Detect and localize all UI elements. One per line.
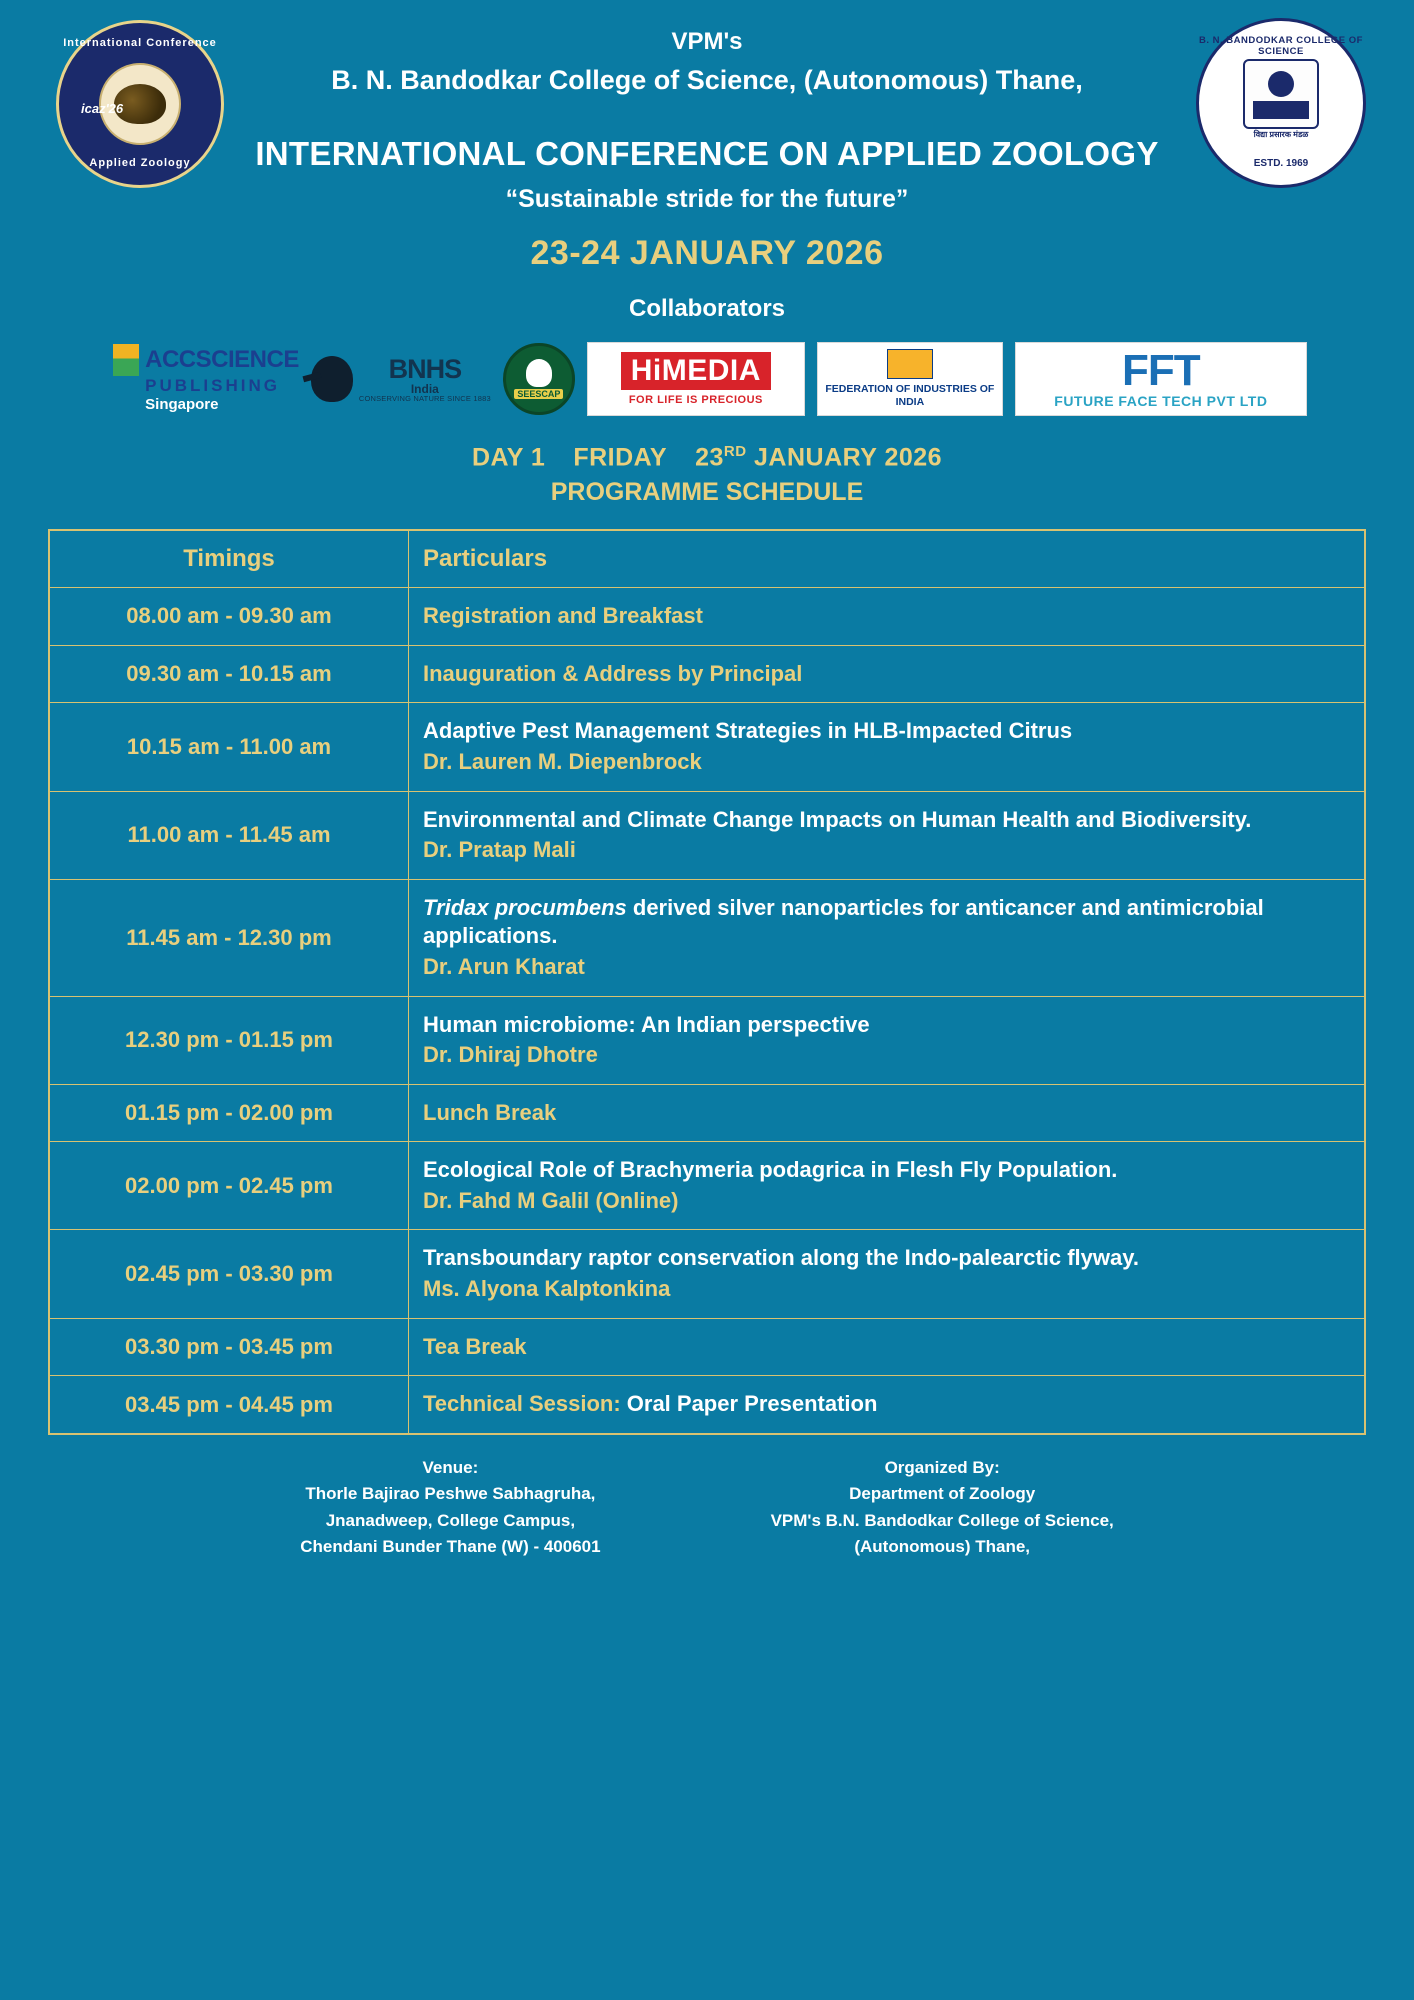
venue-line-1: Thorle Bajirao Peshwe Sabhagruha, xyxy=(305,1484,596,1504)
himedia-wordmark: HiMEDIA xyxy=(621,352,771,390)
table-row xyxy=(49,996,1365,1084)
organizer-line-1: Department of Zoology xyxy=(849,1484,1036,1504)
table-row xyxy=(49,1318,1365,1376)
row-title: Human microbiome: An Indian perspective xyxy=(423,1011,870,1037)
organizer-label: Organized By: xyxy=(884,1457,1000,1477)
row-speaker: Ms. Alyona Kalptonkina xyxy=(423,1276,671,1302)
collaborator-logo-accscience xyxy=(107,344,299,413)
row-speaker: Dr. Lauren M. Diepenbrock xyxy=(423,748,702,774)
day-header xyxy=(0,443,1414,472)
row-speaker: Dr. Pratap Mali xyxy=(423,837,576,863)
college-seal-devanagari: विद्या प्रसारक मंडळ xyxy=(1253,130,1309,139)
collaborator-logo-himedia xyxy=(587,342,805,416)
row-speaker: Dr. Arun Kharat xyxy=(423,953,585,979)
column-header-timings: Timings xyxy=(49,530,409,588)
date-ordinal-suffix: RD xyxy=(723,442,747,460)
collaborator-logo-bnhs xyxy=(311,353,491,403)
venue-line-3: Chendani Bunder Thane (W) - 400601 xyxy=(300,1536,601,1556)
row-title-italic: Tridax procumbens xyxy=(423,894,627,920)
row-time: 01.15 pm - 02.00 pm xyxy=(125,1099,333,1125)
organizer-block xyxy=(771,1455,1114,1560)
row-speaker: Dr. Fahd M Galil (Online) xyxy=(423,1187,679,1213)
venue-line-2: Jnanadweep, College Campus, xyxy=(325,1510,576,1530)
row-speaker: Dr. Dhiraj Dhotre xyxy=(423,1042,598,1068)
row-time: 02.45 pm - 03.30 pm xyxy=(125,1261,333,1287)
icaz-logo-abbr: icaz'26 xyxy=(81,101,124,116)
date-month-year: JANUARY 2026 xyxy=(754,443,943,472)
icaz-logo-ring-top: International Conference xyxy=(63,37,217,49)
venue-block xyxy=(300,1455,600,1560)
fii-wordmark: FEDERATION OF INDUSTRIES OF INDIA xyxy=(825,383,995,408)
fft-fullname: FUTURE FACE TECH PVT LTD xyxy=(1054,392,1268,409)
icaz-conference-logo xyxy=(56,20,224,188)
row-time: 03.45 pm - 04.45 pm xyxy=(125,1391,333,1417)
collaborator-logo-seescap xyxy=(503,343,575,415)
bnhs-country: India xyxy=(410,381,439,396)
row-title: Tea Break xyxy=(423,1333,527,1359)
accscience-wordmark: ACCSCIENCE xyxy=(145,346,299,374)
college-seal-estd: ESTD. 1969 xyxy=(1253,158,1309,169)
table-row xyxy=(49,791,1365,879)
row-title: Adaptive Pest Management Strategies in HLB-Impacted Citrus xyxy=(423,718,1073,744)
column-header-particulars: Particulars xyxy=(409,530,1366,588)
row-title-rest: Oral Paper Presentation xyxy=(620,1391,878,1417)
row-title-lead: Technical Session: xyxy=(423,1391,621,1417)
collaborator-logos xyxy=(0,337,1414,421)
accscience-location: Singapore xyxy=(145,396,219,414)
conference-dates: 23-24 JANUARY 2026 xyxy=(530,233,884,272)
conference-theme: “Sustainable stride for the future” xyxy=(505,184,909,213)
organizer-line-3: (Autonomous) Thane, xyxy=(854,1536,1031,1556)
day-label: DAY 1 xyxy=(471,443,546,472)
seal-base-shape xyxy=(1253,101,1309,119)
organizer-line-2: VPM's B.N. Bandodkar College of Science, xyxy=(770,1510,1114,1530)
row-time: 11.00 am - 11.45 am xyxy=(127,822,331,848)
table-header-row xyxy=(49,530,1365,588)
poster-footer xyxy=(0,1455,1414,1560)
hornbill-icon xyxy=(311,356,353,402)
seescap-wordmark: SEESCAP xyxy=(514,389,563,399)
college-seal-ring-top: B. N. BANDODKAR COLLEGE OF SCIENCE xyxy=(1199,35,1363,57)
poster-header xyxy=(0,0,1414,421)
programme-schedule-heading: PROGRAMME SCHEDULE xyxy=(550,478,864,507)
row-title: Transboundary raptor conservation along the Indo-palearctic flyway. xyxy=(423,1245,1139,1271)
egret-icon xyxy=(526,359,552,387)
row-title: Ecological Role of Brachymeria podagrica in Flesh Fly Population. xyxy=(423,1157,1118,1183)
row-time: 08.00 am - 09.30 am xyxy=(126,603,332,629)
table-row xyxy=(49,1230,1365,1318)
row-title: Lunch Break xyxy=(423,1099,557,1125)
row-time: 03.30 pm - 03.45 pm xyxy=(125,1333,333,1359)
row-title: Inauguration & Address by Principal xyxy=(423,660,803,686)
book-icon xyxy=(113,344,139,376)
row-time: 11.45 am - 12.30 pm xyxy=(126,924,332,950)
collaborator-logo-fft xyxy=(1015,342,1307,416)
college-seal-emblem xyxy=(1243,59,1319,129)
row-time: 02.00 pm - 02.45 pm xyxy=(125,1172,333,1198)
sun-icon xyxy=(1268,71,1294,97)
himedia-tagline: FOR LIFE IS PRECIOUS xyxy=(628,393,763,406)
bnhs-wordmark: BNHS xyxy=(388,353,462,384)
row-title: Registration and Breakfast xyxy=(423,603,703,629)
table-row xyxy=(49,1142,1365,1230)
fft-wordmark: FFT xyxy=(1122,345,1200,395)
table-row xyxy=(49,1376,1365,1434)
collaborator-logo-fii xyxy=(817,342,1003,416)
organizer-prefix: VPM's xyxy=(671,28,743,55)
venue-label: Venue: xyxy=(422,1457,479,1477)
weekday-label: FRIDAY xyxy=(573,443,668,472)
table-row xyxy=(49,703,1365,791)
bnhs-tagline: CONSERVING NATURE SINCE 1883 xyxy=(358,393,491,403)
table-row xyxy=(49,1084,1365,1142)
row-time: 12.30 pm - 01.15 pm xyxy=(125,1027,333,1053)
collaborators-heading: Collaborators xyxy=(628,294,786,322)
row-title-rest: derived silver nanoparticles for anticancer and antimicrobial applications. xyxy=(423,894,1264,949)
row-title xyxy=(423,894,1350,951)
table-row xyxy=(49,588,1365,646)
programme-schedule-table xyxy=(48,529,1366,1435)
college-name: B. N. Bandodkar College of Science, (Autonomous) Thane, xyxy=(331,65,1083,96)
icaz-logo-ring-bottom: Applied Zoology xyxy=(89,157,191,169)
fii-emblem-icon xyxy=(887,349,933,379)
table-row xyxy=(49,879,1365,996)
conference-title: INTERNATIONAL CONFERENCE ON APPLIED ZOOLOGY xyxy=(255,134,1159,172)
bn-bandodkar-college-seal xyxy=(1196,18,1366,188)
accscience-subtitle: PUBLISHING xyxy=(145,376,280,396)
table-row xyxy=(49,645,1365,703)
row-time: 10.15 am - 11.00 am xyxy=(126,733,332,759)
row-title: Environmental and Climate Change Impacts on Human Health and Biodiversity. xyxy=(423,806,1252,832)
row-title xyxy=(423,1390,1350,1419)
date-number: 23 xyxy=(695,443,724,472)
row-time: 09.30 am - 10.15 am xyxy=(126,661,332,687)
